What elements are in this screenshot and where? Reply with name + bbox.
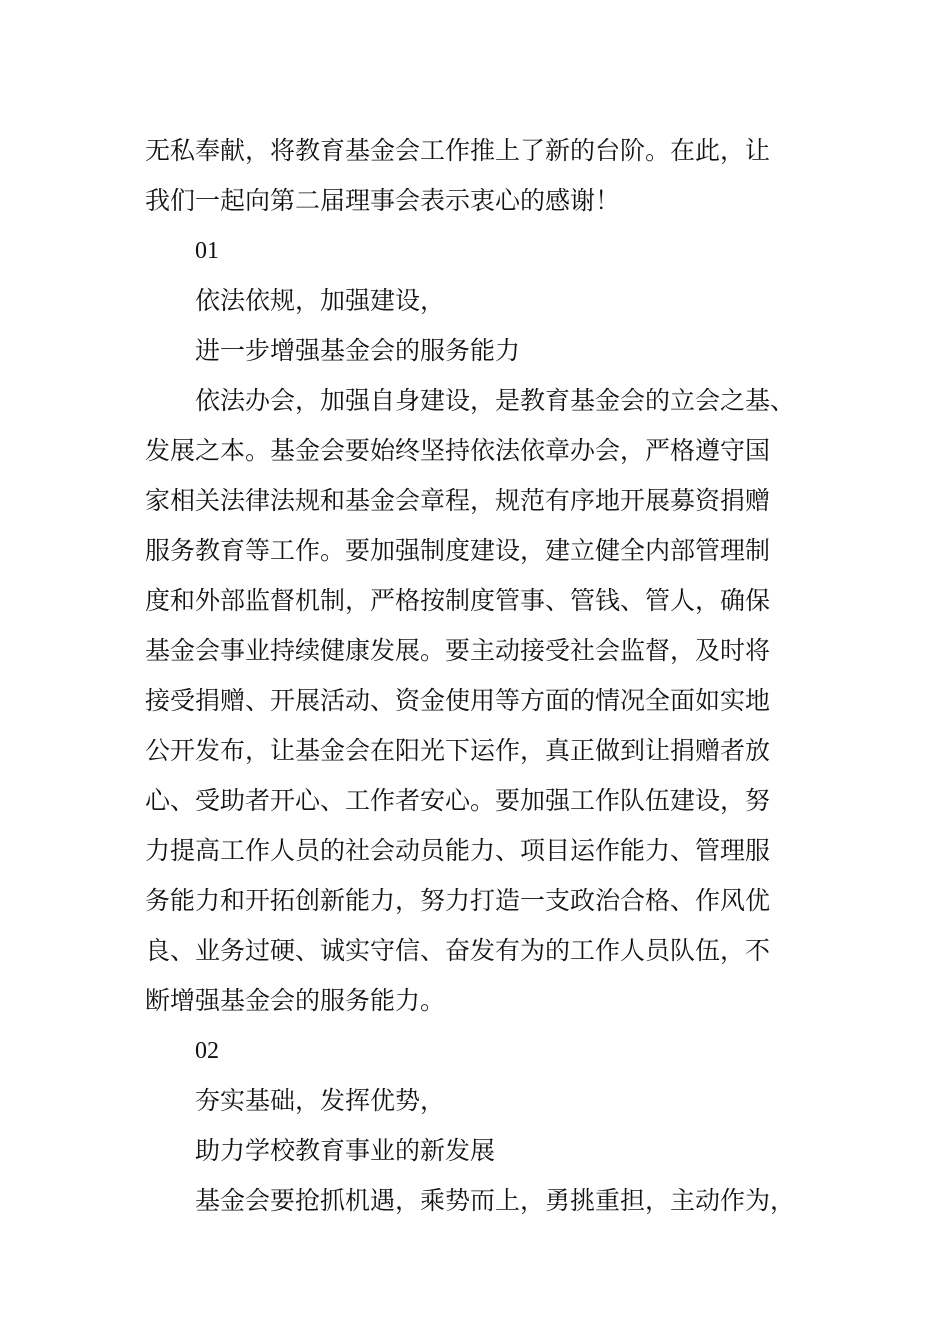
paragraph-line: 家相关法律法规和基金会章程，规范有序地开展募资捐赠: [145, 486, 771, 515]
intro-line: 我们一起向第二届理事会表示衷心的感谢！: [145, 186, 621, 215]
intro-line: 无私奉献，将教育基金会工作推上了新的台阶。在此，让: [145, 136, 771, 165]
section-heading: 助力学校教育事业的新发展: [195, 1136, 496, 1165]
section-heading: 进一步增强基金会的服务能力: [195, 336, 521, 365]
paragraph-line: 发展之本。基金会要始终坚持依法依章办会，严格遵守国: [145, 436, 771, 465]
paragraph-line: 依法办会，加强自身建设，是教育基金会的立会之基、: [195, 386, 796, 415]
paragraph-line: 公开发布，让基金会在阳光下运作，真正做到让捐赠者放: [145, 736, 771, 765]
paragraph-line: 心、受助者开心、工作者安心。要加强工作队伍建设，努: [145, 786, 771, 815]
paragraph-line: 良、业务过硬、诚实守信、奋发有为的工作人员队伍，不: [145, 936, 771, 965]
section-number: 01: [195, 238, 219, 264]
section-heading: 夯实基础，发挥优势，: [195, 1086, 446, 1115]
paragraph-line: 基金会要抢抓机遇，乘势而上，勇挑重担，主动作为，: [195, 1186, 796, 1215]
section-heading: 依法依规，加强建设，: [195, 286, 446, 315]
paragraph-line: 务能力和开拓创新能力，努力打造一支政治合格、作风优: [145, 886, 771, 915]
paragraph-line: 力提高工作人员的社会动员能力、项目运作能力、管理服: [145, 836, 771, 865]
paragraph-line: 服务教育等工作。要加强制度建设，建立健全内部管理制: [145, 536, 771, 565]
paragraph-line: 度和外部监督机制，严格按制度管事、管钱、管人，确保: [145, 586, 771, 615]
paragraph-line: 基金会事业持续健康发展。要主动接受社会监督，及时将: [145, 636, 771, 665]
document-body: [145, 126, 835, 1226]
paragraph-line: 断增强基金会的服务能力。: [145, 986, 446, 1015]
paragraph-line: 接受捐赠、开展活动、资金使用等方面的情况全面如实地: [145, 686, 771, 715]
section-number: 02: [195, 1038, 219, 1064]
